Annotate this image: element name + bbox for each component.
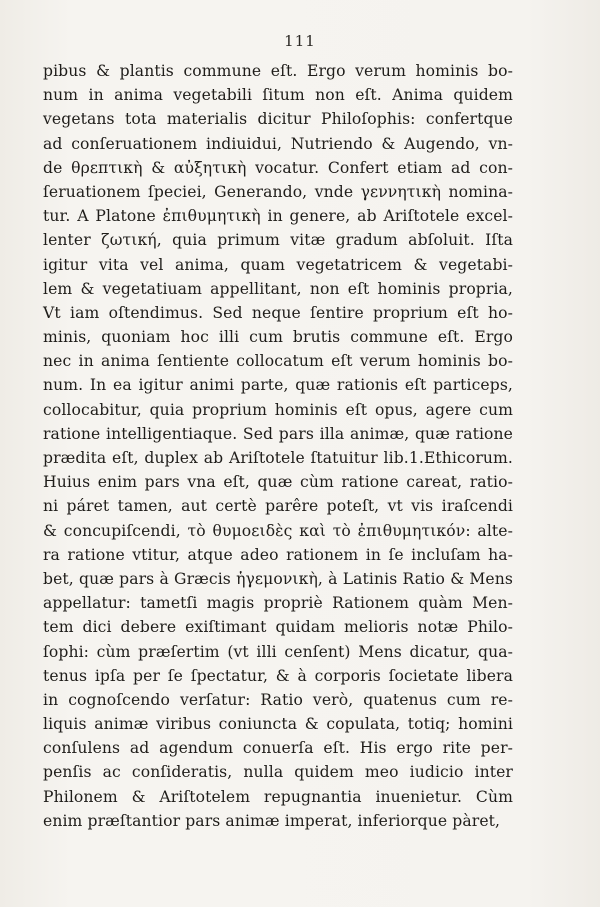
text-line: ra ratione vtitur, atque adeo rationem in ſe incluſam ha-: [43, 545, 513, 564]
text-line: ad conſeruationem indiuidui, Nutriendo & Augendo, vn-: [43, 134, 513, 153]
page-number: 111: [284, 32, 316, 50]
text-line: collocabitur, quia proprium hominis eſt opus, agere cum: [43, 400, 513, 419]
text-line: ſeruationem ſpeciei, Generando, vnde γεννητικὴ nomina-: [43, 182, 513, 201]
text-line: penſis ac conſideratis, nulla quidem meo iudicio inter: [43, 763, 513, 782]
text-line: igitur vita vel anima, quam vegetatricem & vegetabi-: [43, 255, 513, 274]
text-line: nec in anima ſentiente collocatum eſt verum hominis bo-: [43, 352, 513, 371]
text-line: & concupiſcendi, τὸ θυμοειδὲς καὶ τὸ ἐπιθυμητικόν: alte-: [43, 521, 513, 540]
text-line: num. In ea igitur animi parte, quæ rationis eſt particeps,: [43, 376, 513, 395]
text-line: vegetans tota materialis dicitur Philoſophis: confertque: [43, 110, 513, 129]
text-line: liquis animæ viribus coniuncta & copulata, totiq; homini: [43, 715, 513, 734]
text-line: ſophi: cùm præſertim (vt illi cenſent) Mens dicatur, qua-: [43, 642, 513, 661]
text-line: num in anima vegetabili ſitum non eſt. Anima quidem: [43, 86, 513, 105]
text-line: pibus & plantis commune eſt. Ergo verum hominis bo-: [43, 62, 513, 80]
text-line: Philonem & Ariſtotelem repugnantia inuenietur. Cùm: [43, 787, 513, 806]
text-line: lenter ζωτική, quia primum vitæ gradum abſoluit. Iſta: [43, 231, 513, 250]
text-line: tem dici debere exiſtimant quidam melioris notæ Philo-: [43, 618, 513, 637]
text-line: bet, quæ pars à Græcis ἡγεμονικὴ, à Latinis Ratio & Mens: [43, 569, 513, 588]
text-line: conſulens ad agendum conuerſa eſt. His ergo rite per-: [43, 739, 513, 758]
text-line: prædita eſt, duplex ab Ariſtotele ſtatuitur lib.1.Ethicorum.: [43, 449, 513, 467]
text-line: Huius enim pars vna eſt, quæ cùm ratione careat, ratio-: [43, 473, 513, 492]
text-line: enim præſtantior pars animæ imperat, inferiorque pàret,: [43, 811, 501, 830]
text-line: ni páret tamen, aut certè parêre poteſt, vt vis iraſcendi: [43, 497, 513, 516]
text-line: lem & vegetatiuam appellitant, non eſt hominis propria,: [43, 279, 513, 298]
text-line: in cognoſcendo verſatur: Ratio verò, quatenus cum re-: [43, 690, 513, 709]
text-block: [43, 59, 513, 833]
text-line: Vt iam oſtendimus. Sed neque ſentire proprium eſt ho-: [43, 303, 513, 322]
text-line: minis, quoniam hoc illi cum brutis commune eſt. Ergo: [43, 328, 513, 347]
text-line: de θρεπτικὴ & αὐξητικὴ vocatur. Confert etiam ad con-: [43, 158, 513, 177]
text-line: ratione intelligentiaque. Sed pars illa animæ, quæ ratione: [43, 424, 513, 443]
text-line: tur. A Platone ἐπιθυμητικὴ in genere, ab Ariſtotele excel-: [43, 207, 513, 226]
text-line: tenus ipſa per ſe ſpectatur, & à corporis ſocietate libera: [43, 666, 513, 685]
text-line: appellatur: tametſi magis propriè Rationem quàm Men-: [43, 594, 513, 613]
